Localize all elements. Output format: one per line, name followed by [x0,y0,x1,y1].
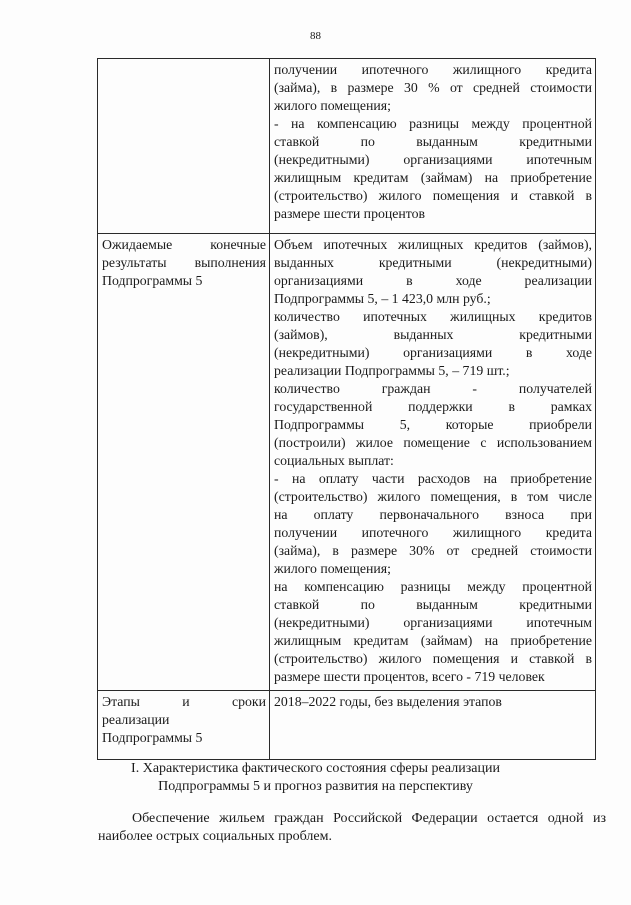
text-line: жилого помещения; [274,561,391,576]
text-line: размере шести процентов [274,206,426,221]
text-line: (займов), выданных кредитными [274,327,592,342]
text-line: Подпрограммы 5, – 1 423,0 млн руб.; [274,291,491,306]
text-line: социальных выплат: [274,453,394,468]
body-paragraph [98,810,606,846]
text-line: - на компенсацию разницы между процентной [274,116,592,131]
table-row-support-continuation [98,59,596,234]
text-line: (займа), в размере 30 % от средней стоимости [274,80,592,95]
text-line: Объем ипотечных жилищных кредитов (займов), [274,237,592,252]
row-value-support-continuation [270,59,596,234]
text-line: (некредитными) организациями ипотечным [274,152,592,167]
label-line: Этапы и сроки [102,694,266,709]
text-line: (строительство) жилого помещения и ставкой в [274,188,592,203]
row-label-expected-results [98,234,270,691]
text-line: на оплату первоначального взноса при [274,507,592,522]
row-label-stages-and-terms [98,691,270,760]
text-line: количество граждан - получателей [274,381,592,396]
text-line: (строительство) жилого помещения и ставкой в [274,651,592,666]
text-line: (некредитными) организациями в ходе [274,345,592,360]
text-line: реализации Подпрограммы 5, – 719 шт.; [274,363,510,378]
paragraph-text: Обеспечение жильем граждан Российской Федерации остается одной из [132,811,606,826]
text-line: получении ипотечного жилищного кредита [274,62,592,77]
text-line: жилищным кредитам (займам) на приобретение [274,170,592,185]
text-line: (некредитными) организациями ипотечным [274,615,592,630]
text-line: жилого помещения; [274,98,391,113]
text-line: 2018–2022 годы, без выделения этапов [274,694,502,709]
text-line: ставкой по выданным кредитными [274,134,592,149]
label-line: результаты выполнения [102,255,266,270]
row-label-empty [98,59,270,234]
section-heading-line: Подпрограммы 5 и прогноз развития на перспективу [158,779,473,794]
text-line: государственной поддержки в рамках [274,399,592,414]
page-number: 88 [310,30,321,42]
paragraph-text: наиболее острых социальных проблем. [98,829,332,844]
text-line: (займа), в размере 30% от средней стоимости [274,543,592,558]
label-line: Ожидаемые конечные [102,237,266,252]
section-heading-line: I. Характеристика фактического состояния сферы реализации [131,761,500,776]
text-line: получении ипотечного жилищного кредита [274,525,592,540]
row-value-expected-results [270,234,596,691]
section-heading [0,760,631,796]
row-value-stages-and-terms [270,691,596,760]
text-line: размере шести процентов, всего - 719 человек [274,669,545,684]
text-line: организациями в ходе реализации [274,273,592,288]
text-line: (построили) жилое помещение с использованием [274,435,592,450]
text-line: Подпрограммы 5, которые приобрели [274,417,592,432]
text-line: (строительство) жилого помещения, в том числе [274,489,592,504]
table-row-expected-results [98,234,596,691]
text-line: выданных кредитными (некредитными) [274,255,592,270]
label-line: реализации [102,712,170,727]
label-line: Подпрограммы 5 [102,273,203,288]
text-line: количество ипотечных жилищных кредитов [274,309,592,324]
text-line: жилищным кредитам (займам) на приобретение [274,633,592,648]
label-line: Подпрограммы 5 [102,730,203,745]
text-line: на компенсацию разницы между процентной [274,579,592,594]
subprogram-passport-table [97,58,596,760]
table-row-stages-and-terms [98,691,596,760]
text-line: ставкой по выданным кредитными [274,597,592,612]
text-line: - на оплату части расходов на приобретение [274,471,592,486]
